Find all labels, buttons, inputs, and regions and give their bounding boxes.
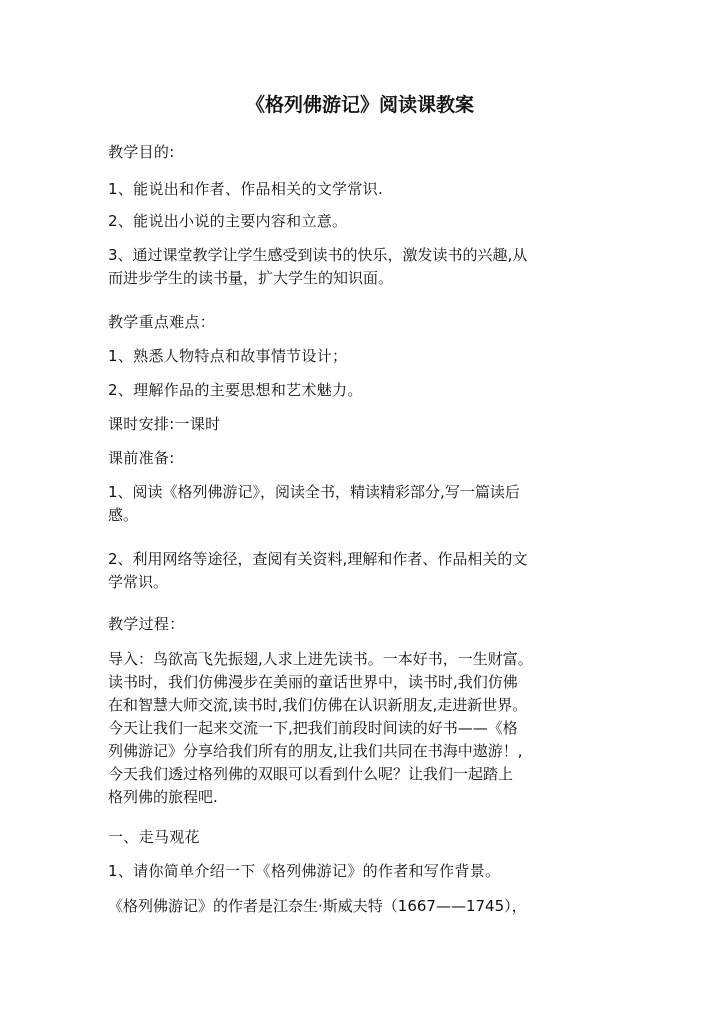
objective-1-text: 1、能说出和作者、作品相关的文学常识. bbox=[108, 180, 384, 198]
objective-item-1 bbox=[108, 178, 614, 201]
prep-heading bbox=[108, 447, 614, 470]
prep-heading-text: 课前准备: bbox=[108, 449, 175, 467]
process-heading-text: 教学过程： bbox=[108, 615, 185, 633]
keypoint-item-2 bbox=[108, 379, 614, 402]
intro-line-5: 列佛游记》分享给我们所有的朋友,让我们共同在书海中遨游！, bbox=[108, 742, 523, 760]
prep-item-1 bbox=[108, 481, 614, 527]
keypoint-item-1 bbox=[108, 345, 614, 368]
objective-3-line-1: 3、通过课堂教学让学生感受到读书的快乐，激发读书的兴趣,从 bbox=[108, 246, 528, 264]
schedule-line bbox=[108, 413, 614, 436]
process-heading bbox=[108, 613, 614, 636]
intro-line-4: 今天让我们一起来交流一下,把我们前段时间读的好书——《格 bbox=[108, 719, 518, 737]
prep-1-line-2: 感。 bbox=[108, 506, 139, 524]
intro-paragraph bbox=[108, 648, 614, 809]
section-heading-1 bbox=[108, 826, 614, 849]
question-item-1 bbox=[108, 860, 614, 883]
document-title: 《格列佛游记》阅读课教案 bbox=[245, 94, 474, 116]
objective-item-2 bbox=[108, 210, 614, 233]
objectives-heading bbox=[108, 141, 614, 164]
objective-item-3 bbox=[108, 244, 614, 290]
prep-1-line-1: 1、阅读《格列佛游记》，阅读全书，精读精彩部分,写一篇读后 bbox=[108, 483, 520, 501]
keypoints-heading bbox=[108, 311, 614, 334]
objectives-heading-text: 教学目的: bbox=[108, 143, 175, 161]
keypoint-1-text: 1、熟悉人物特点和故事情节设计； bbox=[108, 347, 348, 365]
intro-line-2: 读书时，我们仿佛漫步在美丽的童话世界中，读书时,我们仿佛 bbox=[108, 673, 518, 691]
schedule-text: 课时安排:一课时 bbox=[108, 415, 221, 433]
keypoints-heading-text: 教学重点难点： bbox=[108, 313, 216, 331]
answer-paragraph-1 bbox=[108, 895, 614, 918]
intro-line-1: 导入：鸟欲高飞先振翅,人求上进先读书。一本好书，一生财富。 bbox=[108, 650, 533, 668]
intro-line-6: 今天我们透过格列佛的双眼可以看到什么呢？让我们一起踏上 bbox=[108, 765, 514, 783]
prep-2-line-2: 学常识。 bbox=[108, 573, 169, 591]
objective-2-text: 2、能说出小说的主要内容和立意。 bbox=[108, 212, 348, 230]
prep-item-2 bbox=[108, 548, 614, 594]
intro-line-7: 格列佛的旅程吧. bbox=[108, 788, 218, 806]
intro-line-3: 在和智慧大师交流,读书时,我们仿佛在认识新朋友,走进新世界。 bbox=[108, 696, 528, 714]
objective-3-line-2: 而进步学生的读书量，扩大学生的知识面。 bbox=[108, 269, 394, 287]
answer-1-line-1: 《格列佛游记》的作者是江奈生·斯威夫特（1667——1745）， bbox=[108, 897, 527, 915]
section-1-text: 一、走马观花 bbox=[108, 828, 200, 846]
prep-2-line-1: 2、利用网络等途径，查阅有关资料,理解和作者、作品相关的文 bbox=[108, 550, 528, 568]
keypoint-2-text: 2、理解作品的主要思想和艺术魅力。 bbox=[108, 381, 363, 399]
question-1-text: 1、请你简单介绍一下《格列佛游记》的作者和写作背景。 bbox=[108, 862, 501, 880]
